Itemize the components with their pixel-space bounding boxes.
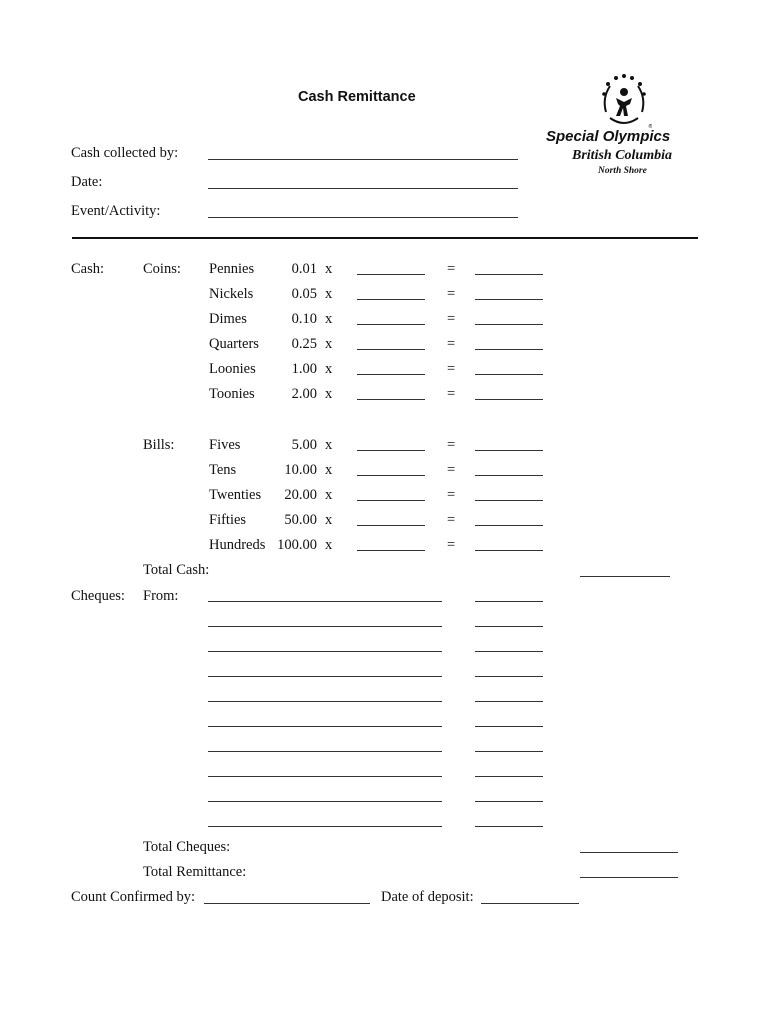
multiply-sign: x [325,437,333,453]
bill-value: 20.00 [284,487,317,503]
coin-amount-field[interactable] [475,374,543,375]
bill-name: Fives [209,437,241,453]
coin-name: Quarters [209,336,259,352]
coin-value: 0.01 [291,261,317,277]
multiply-sign: x [325,336,333,352]
equals-sign: = [447,336,456,352]
bill-value: 100.00 [277,537,317,553]
multiply-sign: x [325,512,333,528]
cheque-amount-field[interactable] [475,701,543,702]
bills-label: Bills: [143,437,175,453]
cheque-amount-field[interactable] [475,626,543,627]
equals-sign: = [447,437,456,453]
coin-name: Nickels [209,286,254,302]
cash-label: Cash: [71,261,105,277]
date-of-deposit-field[interactable] [481,903,579,904]
equals-sign: = [447,487,456,503]
multiply-sign: x [325,537,333,553]
coin-amount-field[interactable] [475,299,543,300]
coins-label: Coins: [143,261,181,277]
cheque-from-field[interactable] [208,601,442,602]
cheques-label: Cheques: [71,588,125,604]
date-field[interactable] [208,188,518,189]
total-remittance-field[interactable] [580,877,678,878]
special-olympics-logo-icon [596,72,652,128]
cheque-amount-field[interactable] [475,726,543,727]
coin-value: 0.05 [291,286,317,302]
equals-sign: = [447,261,456,277]
cash-collected-by-field[interactable] [208,159,518,160]
logo-branch: North Shore [598,166,647,176]
count-confirmed-field[interactable] [204,903,370,904]
bill-value: 5.00 [291,437,317,453]
equals-sign: = [447,386,456,402]
coin-amount-field[interactable] [475,274,543,275]
cheque-amount-field[interactable] [475,776,543,777]
bill-name: Twenties [209,487,262,503]
multiply-sign: x [325,311,333,327]
coin-amount-field[interactable] [475,399,543,400]
date-label: Date: [71,174,103,190]
bill-amount-field[interactable] [475,525,543,526]
event-activity-label: Event/Activity: [71,203,161,219]
coin-amount-field[interactable] [475,349,543,350]
total-cheques-label: Total Cheques: [143,839,231,855]
bill-count-field[interactable] [357,525,425,526]
cheque-from-field[interactable] [208,801,442,802]
multiply-sign: x [325,361,333,377]
multiply-sign: x [325,487,333,503]
coin-amount-field[interactable] [475,324,543,325]
section-divider [72,237,698,239]
total-cheques-field[interactable] [580,852,678,853]
bill-name: Fifties [209,512,247,528]
multiply-sign: x [325,386,333,402]
cheque-from-field[interactable] [208,751,442,752]
date-of-deposit-label: Date of deposit: [381,889,474,905]
bill-amount-field[interactable] [475,450,543,451]
coin-count-field[interactable] [357,274,425,275]
coin-count-field[interactable] [357,374,425,375]
cheque-from-field[interactable] [208,626,442,627]
cheque-amount-field[interactable] [475,676,543,677]
cash-collected-by-label: Cash collected by: [71,145,179,161]
cheque-amount-field[interactable] [475,601,543,602]
count-confirmed-label: Count Confirmed by: [71,889,196,905]
total-remittance-label: Total Remittance: [143,864,247,880]
event-activity-field[interactable] [208,217,518,218]
bill-amount-field[interactable] [475,475,543,476]
cheque-from-field[interactable] [208,701,442,702]
coin-name: Toonies [209,386,255,402]
equals-sign: = [447,286,456,302]
equals-sign: = [447,462,456,478]
equals-sign: = [447,537,456,553]
coin-name: Pennies [209,261,255,277]
bill-count-field[interactable] [357,550,425,551]
equals-sign: = [447,512,456,528]
equals-sign: = [447,311,456,327]
page-title: Cash Remittance [298,89,416,105]
coin-value: 2.00 [291,386,317,402]
cheque-amount-field[interactable] [475,801,543,802]
bill-name: Tens [209,462,237,478]
cheque-from-field[interactable] [208,651,442,652]
coin-value: 0.10 [291,311,317,327]
svg-text:®: ® [648,124,652,128]
coin-count-field[interactable] [357,299,425,300]
equals-sign: = [447,361,456,377]
logo-region: British Columbia [572,148,672,163]
coin-value: 0.25 [291,336,317,352]
coin-value: 1.00 [291,361,317,377]
coin-count-field[interactable] [357,324,425,325]
bill-amount-field[interactable] [475,500,543,501]
logo-name: Special Olympics [546,128,671,145]
bill-count-field[interactable] [357,450,425,451]
cheque-from-field[interactable] [208,776,442,777]
cheque-amount-field[interactable] [475,826,543,827]
total-cash-field[interactable] [580,576,670,577]
cheque-amount-field[interactable] [475,651,543,652]
bill-count-field[interactable] [357,475,425,476]
bill-value: 50.00 [284,512,317,528]
bill-count-field[interactable] [357,500,425,501]
cheque-amount-field[interactable] [475,751,543,752]
bill-amount-field[interactable] [475,550,543,551]
total-cash-label: Total Cash: [143,562,210,578]
cheque-from-field[interactable] [208,826,442,827]
coin-count-field[interactable] [357,399,425,400]
coin-name: Loonies [209,361,256,377]
multiply-sign: x [325,286,333,302]
multiply-sign: x [325,462,333,478]
bill-name: Hundreds [209,537,266,553]
bill-value: 10.00 [284,462,317,478]
cheque-from-field[interactable] [208,726,442,727]
coin-count-field[interactable] [357,349,425,350]
coin-name: Dimes [209,311,247,327]
multiply-sign: x [325,261,333,277]
from-label: From: [143,588,179,604]
cheque-from-field[interactable] [208,676,442,677]
